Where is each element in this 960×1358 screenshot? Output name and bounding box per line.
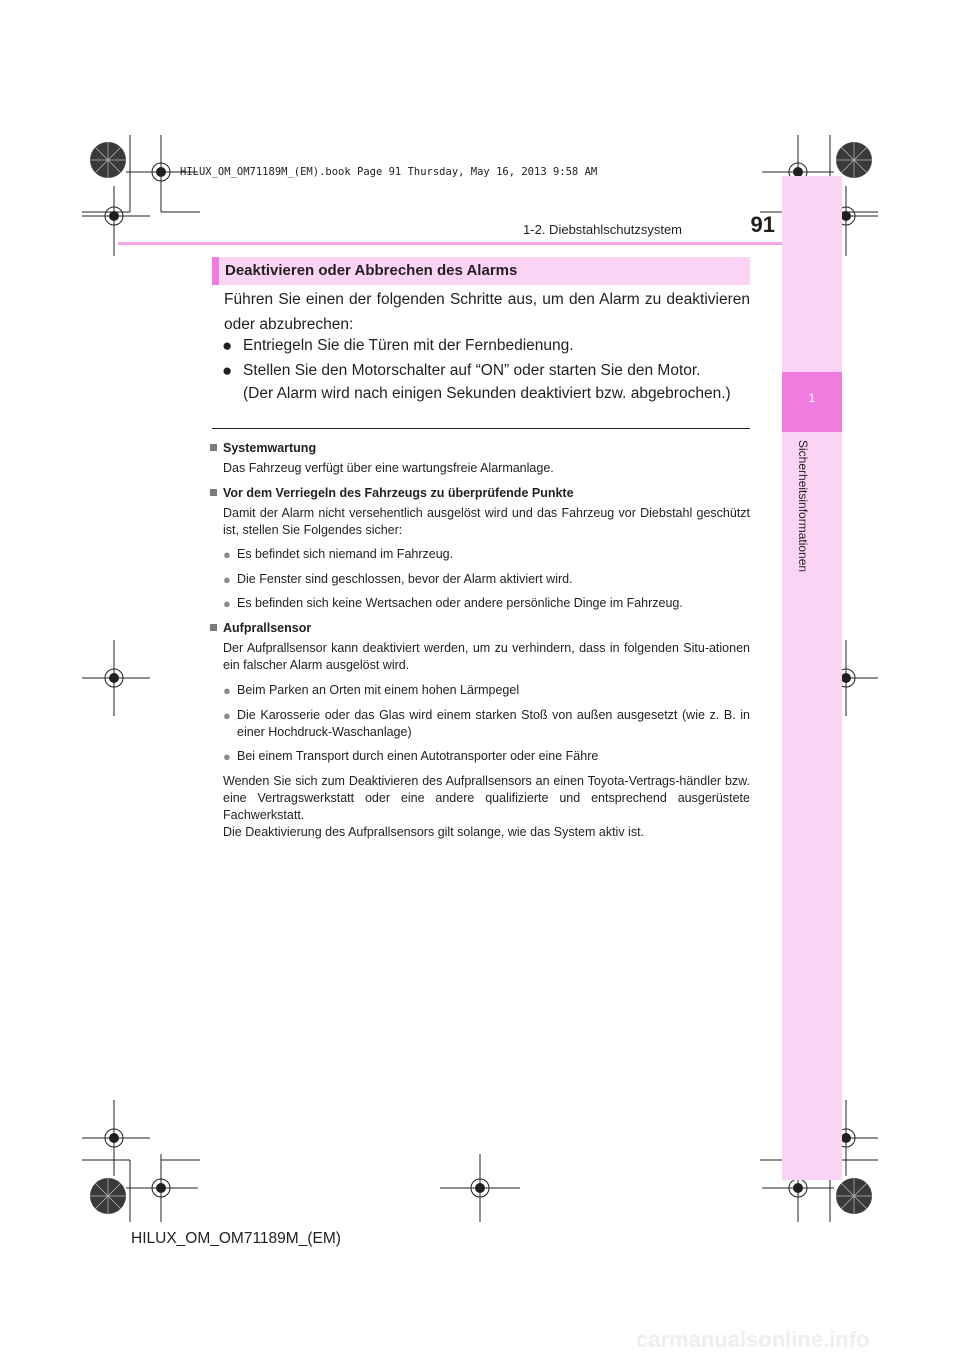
page-number: 91 [750, 212, 775, 237]
step-item [222, 359, 752, 405]
step-text: Entriegeln Sie die Türen mit der Fernbedienung. [243, 337, 574, 354]
note-body: Das Fahrzeug verfügt über eine wartungsfreie Alarmanlage. [223, 461, 554, 475]
intro-paragraph: Führen Sie einen der folgenden Schritte aus, um den Alarm zu deaktivieren oder abzubrechen: [224, 291, 750, 333]
dot-bullet-icon: ● [223, 547, 231, 562]
square-bullet-icon [210, 444, 217, 451]
note-closing-text: Wenden Sie sich zum Deaktivieren des Aufprallsensors an einen Toyota-Vertrags-händler bzw. eine Vertragswerkstatt oder eine andere qualifizierte und entsprechend ausgerüstete Fachwerkstatt. [223, 774, 750, 822]
dot-bullet-icon: ● [223, 708, 231, 723]
chapter-number: 1 [808, 391, 816, 405]
header-rule [118, 242, 782, 245]
bullet-icon: ● [222, 361, 233, 380]
list-item-text: Beim Parken an Orten mit einem hohen Lärmpegel [237, 683, 520, 697]
step-note: (Der Alarm wird nach einigen Sekunden deaktiviert bzw. abgebrochen.) [243, 385, 731, 402]
dot-bullet-icon: ● [223, 572, 231, 587]
note-aufprallsensor [210, 620, 750, 674]
heading-accent [212, 257, 219, 285]
list-item-text: Die Karosserie oder das Glas wird einem starken Stoß von außen ausgesetzt (wie z. B. in einer Hochdruck-Waschanlage) [237, 708, 750, 739]
section-title: 1-2. Diebstahlschutzsystem [523, 222, 682, 237]
note-title: Vor dem Verriegeln des Fahrzeugs zu überprüfende Punkte [223, 486, 574, 500]
dot-bullet-icon: ● [223, 749, 231, 764]
note-body: Damit der Alarm nicht versehentlich ausgelöst wird und das Fahrzeug vor Diebstahl geschützt ist, stellen Sie Folgendes sicher: [223, 506, 750, 537]
list-item [210, 682, 750, 699]
document-code: HILUX_OM_OM71189M_(EM) [131, 1230, 341, 1247]
list-item [210, 595, 750, 612]
list-item [210, 546, 750, 563]
chapter-title: Sicherheitsinformationen [796, 440, 810, 573]
note-title: Systemwartung [223, 441, 317, 455]
dot-bullet-icon: ● [223, 596, 231, 611]
note-closing [210, 773, 750, 841]
square-bullet-icon [210, 489, 217, 496]
note-systemwartung [210, 440, 750, 477]
list-item-text: Bei einem Transport durch einen Autotransporter oder eine Fähre [237, 749, 599, 763]
list-item [210, 571, 750, 588]
list-item [210, 707, 750, 741]
list-item-text: Die Fenster sind geschlossen, bevor der Alarm aktiviert wird. [237, 572, 573, 586]
list-item [210, 748, 750, 765]
watermark: carmanualsonline.info [636, 1327, 870, 1352]
step-item [222, 334, 752, 357]
square-bullet-icon [210, 624, 217, 631]
section-heading: Deaktivieren oder Abbrechen des Alarms [225, 262, 518, 279]
note-closing-text: Die Deaktivierung des Aufprallsensors gilt solange, wie das System aktiv ist. [223, 825, 645, 839]
note-title: Aufprallsensor [223, 621, 312, 635]
side-strip [782, 176, 842, 1180]
print-info: HILUX_OM_OM71189M_(EM).book Page 91 Thursday, May 16, 2013 9:58 AM [180, 166, 598, 178]
bullet-icon: ● [222, 336, 233, 355]
step-text: Stellen Sie den Motorschalter auf “ON” oder starten Sie den Motor. [243, 362, 701, 379]
section-divider [212, 428, 750, 429]
list-item-text: Es befindet sich niemand im Fahrzeug. [237, 547, 454, 561]
note-body: Der Aufprallsensor kann deaktiviert werden, um zu verhindern, dass in folgenden Situ-ationen ein falscher Alarm ausgelöst wird. [223, 641, 750, 672]
dot-bullet-icon: ● [223, 683, 231, 698]
list-item-text: Es befinden sich keine Wertsachen oder andere persönliche Dinge im Fahrzeug. [237, 596, 683, 610]
note-vor-dem-verriegeln [210, 485, 750, 539]
